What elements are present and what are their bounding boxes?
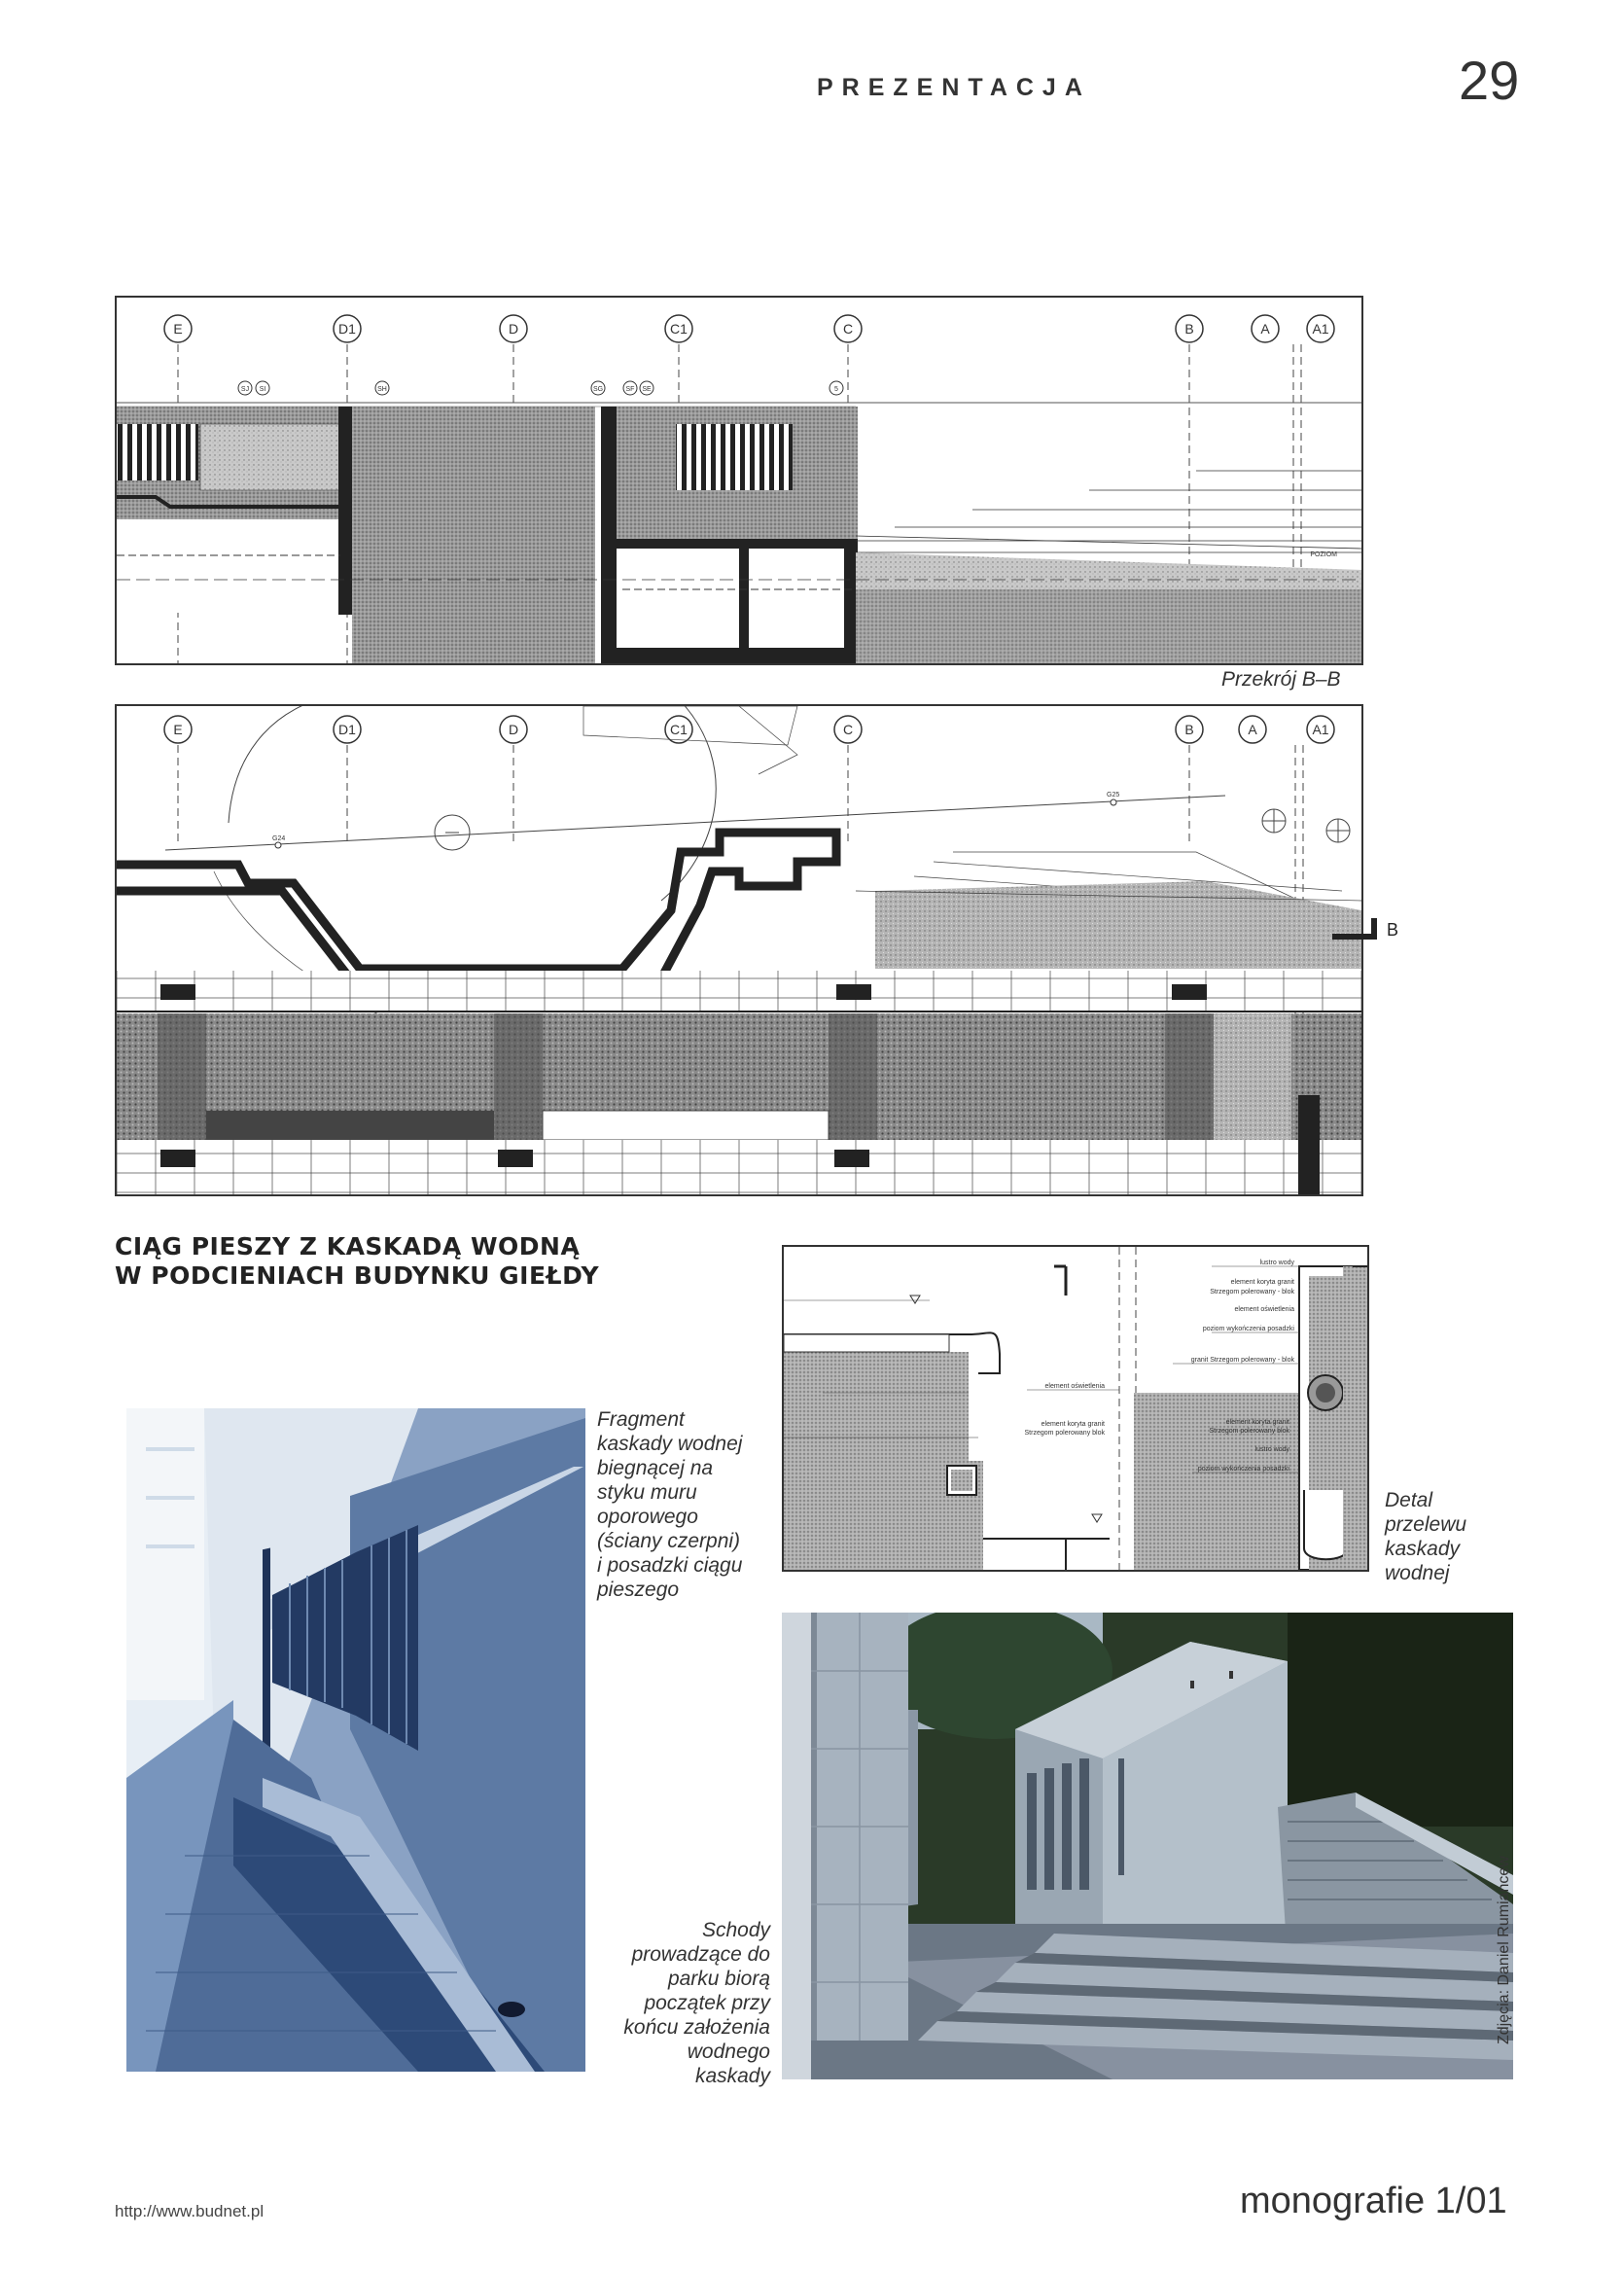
caption-line: Fragment [597, 1408, 685, 1431]
detail-label: granit Strzegom polerowany - blok [1190, 1357, 1294, 1364]
detail-label: element oświetlenia [1044, 1383, 1105, 1390]
section-drawing [115, 296, 1363, 665]
plan-drawing-svg [117, 706, 1361, 1194]
cascade-photo-svg [126, 1408, 585, 2072]
section-title: PREZENTACJA [817, 74, 1091, 101]
stairs-photo-svg [782, 1613, 1513, 2079]
detail-label: element oświetlenia [1234, 1306, 1294, 1313]
grid-tag: SG [592, 386, 604, 393]
caption-line: początek przy [644, 1992, 770, 2014]
footer-issue: monografie 1/01 [1240, 2181, 1507, 2221]
detail-drawing-svg [784, 1247, 1367, 1570]
caption-line: parku biorą [667, 1968, 770, 1990]
detail-label: element koryta granit [1041, 1421, 1105, 1428]
detail-label: Strzegom polerowany blok [1209, 1428, 1289, 1435]
grid-tag: 5 [834, 386, 838, 393]
detail-label: element koryta granit [1230, 1279, 1294, 1286]
caption-line: oporowego [597, 1506, 698, 1528]
caption-line: kaskady [694, 2065, 770, 2087]
photo-credit: Zdjęcia: Daniel Rumiancew [1496, 1856, 1512, 2044]
axis-label: C1 [670, 722, 688, 737]
axis-label: C1 [670, 321, 688, 337]
grid-tag: SH [377, 386, 387, 393]
level-tag: POZIOM [1310, 551, 1337, 558]
plan-point: G24 [272, 835, 286, 842]
caption-line: końcu założenia [623, 2016, 770, 2039]
axis-label: C [842, 722, 854, 737]
caption-line: wodnego [687, 2041, 770, 2063]
stairs-caption [593, 1918, 770, 2088]
section-caption: Przekrój B–B [1221, 668, 1341, 691]
caption-line: przelewu [1385, 1513, 1467, 1536]
footer-url[interactable]: http://www.budnet.pl [115, 2202, 265, 2220]
axis-label: A [1248, 722, 1257, 737]
caption-line: i posadzki ciągu [597, 1554, 743, 1577]
grid-tag: SF [625, 386, 635, 393]
grid-tags [238, 381, 843, 395]
article-heading-line: CIĄG PIESZY Z KASKADĄ WODNĄ [115, 1232, 581, 1260]
detail-label: poziom wykończenia posadzki [1197, 1466, 1289, 1473]
axis-label: E [173, 321, 183, 337]
caption-line: Schody [701, 1919, 770, 1941]
article-heading-line: W PODCIENIACH BUDYNKU GIEŁDY [115, 1261, 600, 1290]
detail-label: poziom wykończenia posadzki [1202, 1326, 1294, 1332]
fragment-caption [597, 1407, 742, 1602]
axis-label: D1 [338, 722, 356, 737]
article-heading [115, 1232, 599, 1291]
detail-label: lustro wody [1259, 1260, 1294, 1266]
section-marker-label: B [1387, 920, 1399, 940]
grid-tag: SE [642, 386, 652, 393]
axis-label: E [173, 722, 183, 737]
stairs-photo [782, 1613, 1513, 2079]
detail-label: Strzegom polerowany - blok [1210, 1289, 1294, 1296]
axis-label: D [508, 722, 519, 737]
plan-axis-markers [164, 716, 1334, 743]
axis-label: C [842, 321, 854, 337]
caption-line: pieszego [597, 1579, 680, 1601]
detail-label: Strzegom polerowany blok [1024, 1430, 1105, 1437]
caption-line: wodnej [1385, 1562, 1450, 1584]
caption-line: styku muru [597, 1481, 697, 1504]
grid-tag: SI [259, 386, 266, 393]
plan-point: G25 [1107, 792, 1120, 799]
detail-label: element koryta granit [1225, 1419, 1289, 1426]
caption-line: kaskady [1385, 1538, 1461, 1560]
cascade-photo [126, 1408, 585, 2072]
caption-line: Detal [1385, 1489, 1433, 1511]
caption-line: biegnącej na [597, 1457, 714, 1479]
caption-line: kaskady wodnej [597, 1433, 743, 1455]
axis-label: D [508, 321, 519, 337]
section-marker-bar [1371, 918, 1377, 940]
stairs-lines [856, 471, 1361, 552]
axis-label: A1 [1312, 722, 1329, 737]
axis-markers [164, 315, 1334, 342]
section-drawing-svg [117, 298, 1361, 663]
axis-label: A1 [1312, 321, 1329, 337]
axis-label: B [1184, 321, 1194, 337]
axis-label: B [1184, 722, 1194, 737]
detail-caption [1385, 1488, 1466, 1585]
axis-label: A [1260, 321, 1270, 337]
caption-line: prowadzące do [631, 1943, 770, 1966]
page-number: 29 [1459, 50, 1520, 111]
plan-drawing [115, 704, 1363, 1196]
caption-line: (ściany czerpni) [597, 1530, 741, 1552]
detail-label: lustro wody [1254, 1446, 1289, 1453]
grid-tag: SJ [240, 386, 250, 393]
axis-label: D1 [338, 321, 356, 337]
detail-drawing [782, 1245, 1369, 1572]
